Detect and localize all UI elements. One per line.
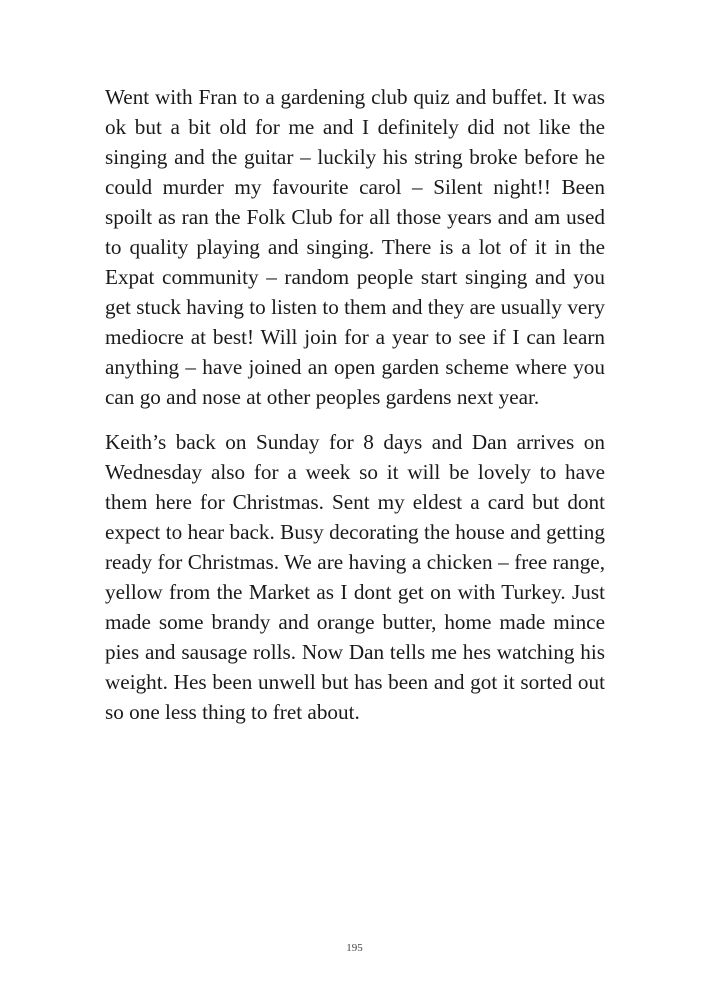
paragraph-2: Keith’s back on Sunday for 8 days and Dan arrives on Wednesday also for a week so it will be lovely to have them here for Christmas. Sent my eldest a card but dont expect to hear back. Busy decorating the house and getting ready for Christmas. We are having a chicken – free range, yellow from the Market as I dont get on with Turkey. Just made some brandy and orange butter, home made mince pies and sausage rolls. Now Dan tells me hes watching his weight. Hes been unwell but has been and got it sorted out so one less thing to fret about. — [105, 430, 605, 724]
body-text — [105, 82, 605, 742]
page-number: 195 — [346, 942, 363, 954]
paragraph-1: Went with Fran to a gardening club quiz and buffet. It was ok but a bit old for me and I definitely did not like the singing and the guitar – luckily his string broke before he could murder my favourite carol – Silent night!! Been spoilt as ran the Folk Club for all those years and am used to quality playing and singing. There is a lot of it in the Expat community – random people start singing and you get stuck having to listen to them and they are usually very mediocre at best! Will join for a year to see if I can learn anything – have joined an open garden scheme where you can go and nose at other peoples gardens next year. — [105, 85, 605, 409]
